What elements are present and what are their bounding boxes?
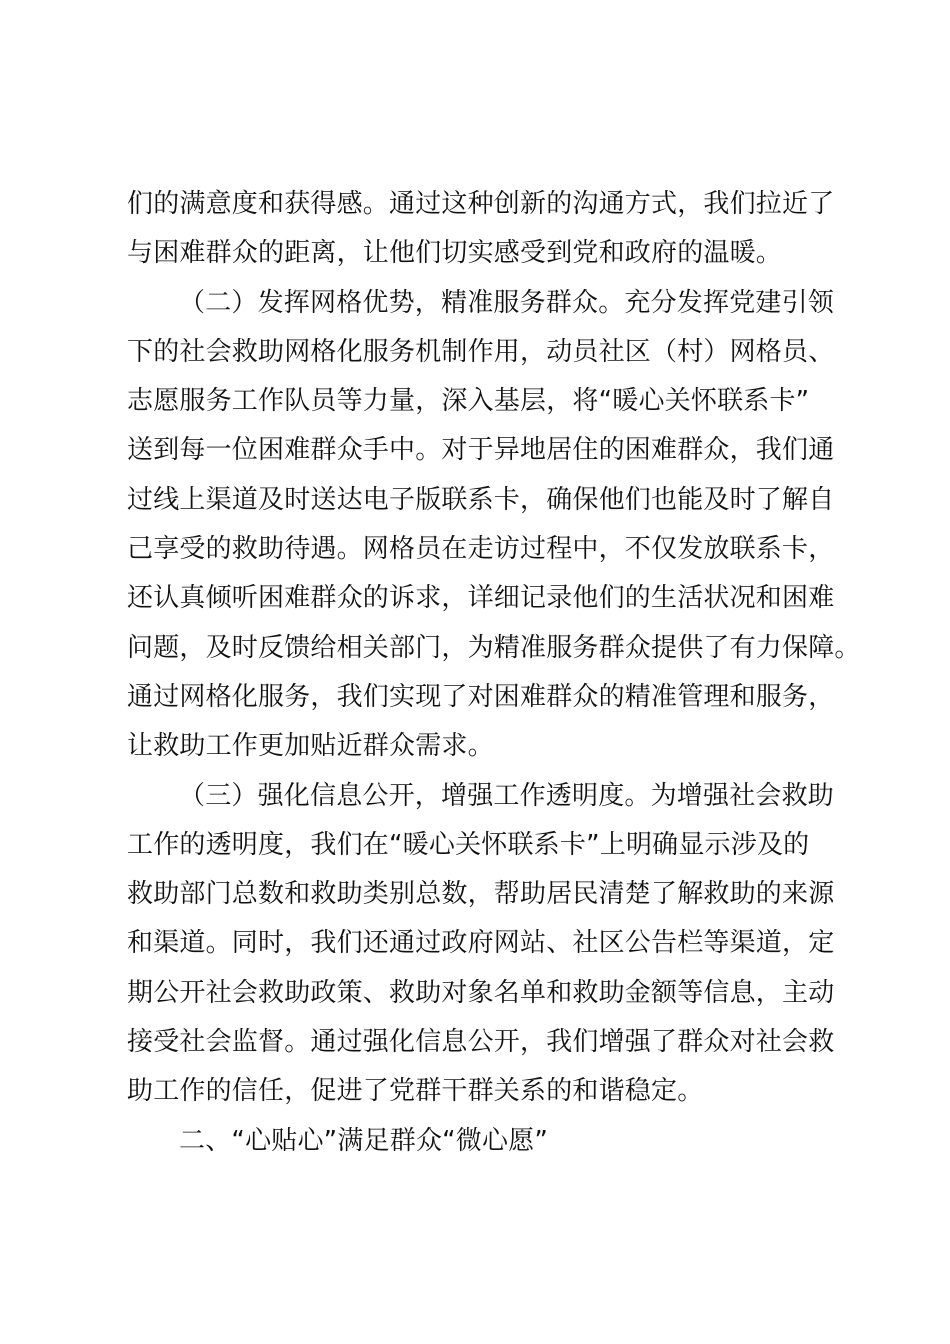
text-line: 们的满意度和获得感。通过这种创新的沟通方式，我们拉近了 [127, 189, 835, 219]
body-text [127, 180, 861, 1166]
paragraph-heading-3: （三）强化信息公开，增强工作透明度。为增强社会救助 [179, 780, 835, 811]
section-heading: 二、“心贴心”满足群众“微心愿” [179, 1125, 549, 1156]
text-line: 己享受的救助待遇。网格员在走访过程中，不仅发放联系卡， [127, 534, 835, 565]
text-line: 志愿服务工作队员等力量，深入基层，将“暖心关怀联系卡” [127, 386, 810, 417]
text-line: 救助部门总数和救助类别总数，帮助居民清楚了解救助的来源 [127, 879, 835, 910]
text-line: 让救助工作更加贴近群众需求。 [127, 731, 494, 762]
text-line: 与困难群众的距离，让他们切实感受到党和政府的温暖。 [127, 238, 783, 269]
text-line: 下的社会救助网格化服务机制作用，动员社区（村）网格员、 [127, 336, 835, 367]
text-line: 接受社会监督。通过强化信息公开，我们增强了群众对社会救 [127, 1027, 835, 1058]
text-line: 和渠道。同时，我们还通过政府网站、社区公告栏等渠道，定 [127, 928, 835, 959]
text-line: 工作的透明度，我们在“暖心关怀联系卡”上明确显示涉及的 [127, 829, 810, 860]
text-line: 通过网格化服务，我们实现了对困难群众的精准管理和服务， [127, 681, 835, 712]
text-line: 送到每一位困难群众手中。对于异地居住的困难群众，我们通 [127, 435, 835, 466]
text-line: 还认真倾听困难群众的诉求，详细记录他们的生活状况和困难 [127, 583, 835, 614]
text-line: 过线上渠道及时送达电子版联系卡，确保他们也能及时了解自 [127, 484, 835, 515]
text-line: 助工作的信任，促进了党群干群关系的和谐稳定。 [127, 1076, 704, 1107]
paragraph-heading-2: （二）发挥网格优势，精准服务群众。充分发挥党建引领 [179, 287, 835, 318]
text-line: 问题，及时反馈给相关部门，为精准服务群众提供了有力保障。 [127, 632, 861, 663]
text-line: 期公开社会救助政策、救助对象名单和救助金额等信息，主动 [127, 977, 835, 1008]
